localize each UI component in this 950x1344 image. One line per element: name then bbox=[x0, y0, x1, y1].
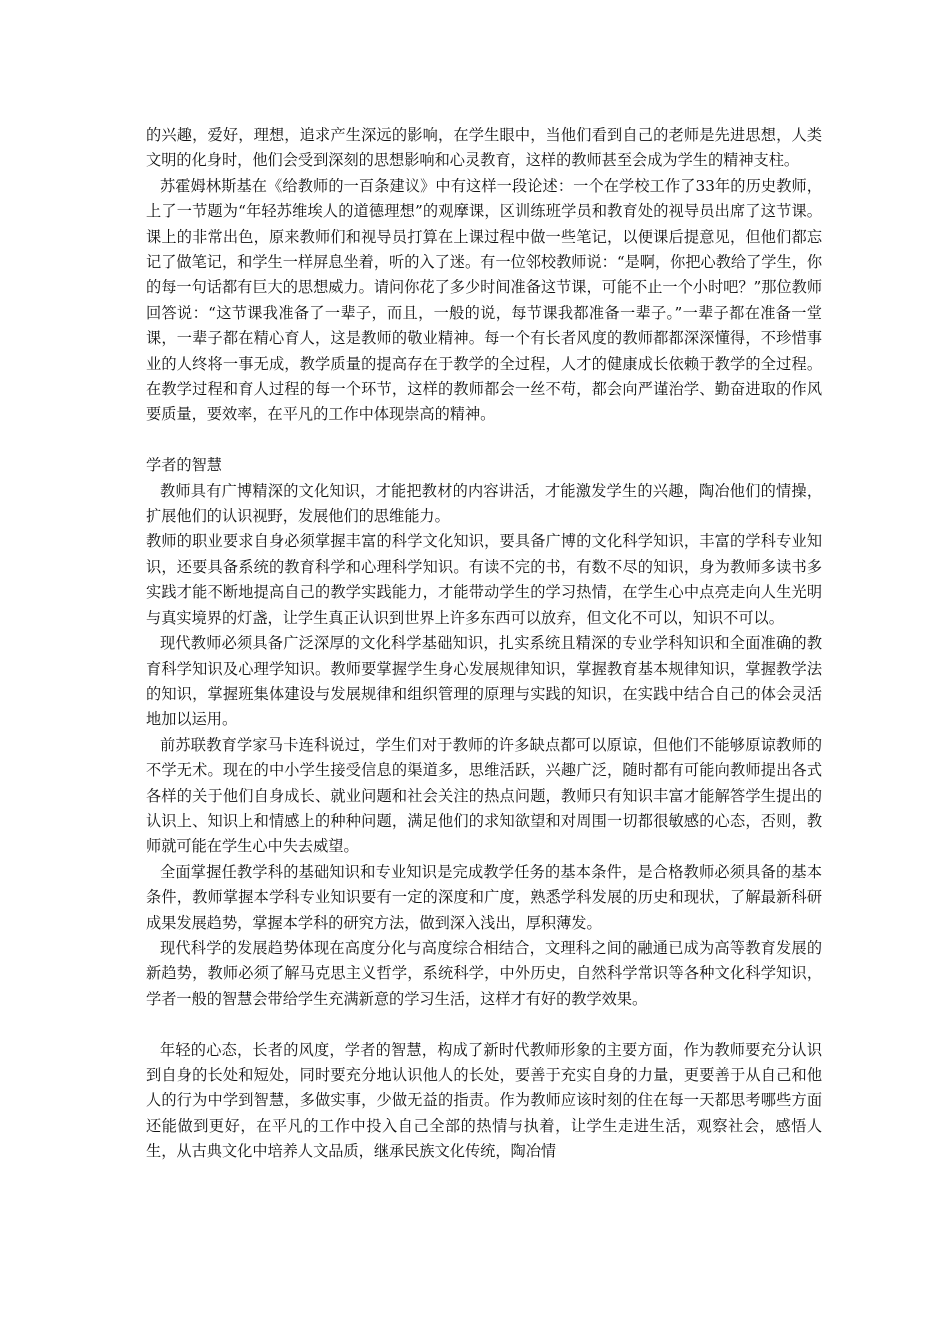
blank-line bbox=[146, 1012, 822, 1037]
section-heading: 学者的智慧 bbox=[146, 456, 222, 475]
paragraph-4: 教师的职业要求自身必须掌握丰富的科学文化知识，要具备广博的文化科学知识，丰富的学科专业知识，还要具备系统的教育科学和心理科学知识。有读不完的书，有数不尽的知识，身为教师多读书多实践才能不断地提高自己的教学实践能力，才能带动学生的学习热情，在学生心中点亮走向人生光明与真实境界的灯盏，让学生真正认识到世界上许多东西可以放弃，但文化不可以，知识不可以。 bbox=[146, 532, 822, 627]
paragraph-3: 教师具有广博精深的文化知识，才能把教材的内容讲活，才能激发学生的兴趣，陶冶他们的情操，扩展他们的认识视野，发展他们的思维能力。 bbox=[146, 481, 822, 526]
paragraph-7: 全面掌握任教学科的基础知识和专业知识是完成教学任务的基本条件，是合格教师必须具备的基本条件，教师掌握本学科专业知识要有一定的深度和广度，熟悉学科发展的历史和现状，了解最新科研成果发展趋势，掌握本学科的研究方法，做到深入浅出，厚积薄发。 bbox=[146, 862, 822, 932]
paragraph-9: 年轻的心态，长者的风度，学者的智慧，构成了新时代教师形象的主要方面，作为教师要充分认识到自身的长处和短处，同时要充分地认识他人的长处，要善于充实自身的力量，更要善于从自己和他人的行为中学到智慧，多做实事，少做无益的指责。作为教师应该时刻的住在每一天都思考哪些方面还能做到更好，在平凡的工作中投入自己全部的热情与执着，让学生走进生活，观察社会，感悟人生，从古典文化中培养人文品质，继承民族文化传统，陶冶情 bbox=[146, 1040, 822, 1161]
paragraph-2: 苏霍姆林斯基在《给教师的一百条建议》中有这样一段论述：一个在学校工作了33年的历史教师，上了一节题为“年轻苏维埃人的道德理想”的观摩课，区训练班学员和教育处的视导员出席了这节课。课上的非常出色，原来教师们和视导员打算在上课过程中做一些笔记，以便课后提意见，但他们都忘记了做笔记，和学生一样屏息坐着，听的入了迷。有一位邻校教师说：“是啊，你把心教给了学生，你的每一句话都有巨大的思想威力。请问你花了多少时间准备这节课，可能不止一个小时吧？”那位教师回答说：“这节课我准备了一辈子，而且，一般的说，每节课我都准备一辈子。”一辈子都在准备一堂课，一辈子都在精心育人，这是教师的敬业精神。每一个有长者风度的教师都都深深懂得，不珍惜事业的人终将一事无成，教学质量的提高存在于教学的全过程，人才的健康成长依赖于教学的全过程。在教学过程和育人过程的每一个环节，这样的教师都会一丝不苟，都会向严谨治学、勤奋进取的作风要质量，要效率，在平凡的工作中体现崇高的精神。 bbox=[146, 176, 823, 424]
paragraph-6: 前苏联教育学家马卡连科说过，学生们对于教师的许多缺点都可以原谅，但他们不能够原谅教师的不学无术。现在的中小学生接受信息的渠道多，思维活跃，兴趣广泛，随时都有可能向教师提出各式各样的关于他们自身成长、就业问题和社会关注的热点问题，教师只有知识丰富才能解答学生提出的认识上、知识上和情感上的种种问题，满足他们的求知欲望和对周围一切都很敏感的心态，否则，教师就可能在学生心中失去威望。 bbox=[146, 735, 822, 856]
paragraph-1: 的兴趣，爱好，理想，追求产生深远的影响，在学生眼中，当他们看到自己的老师是先进思想，人类文明的化身时，他们会受到深刻的思想影响和心灵教育，这样的教师甚至会成为学生的精神支柱。 bbox=[146, 126, 822, 170]
paragraph-5: 现代教师必须具备广泛深厚的文化科学基础知识，扎实系统且精深的专业学科知识和全面准确的教育科学知识及心理学知识。教师要掌握学生身心发展规律知识，掌握教育基本规律知识，掌握教学法的知识，掌握班集体建设与发展规律和组织管理的原理与实践的知识，在实践中结合自己的体会灵活地加以运用。 bbox=[146, 634, 822, 729]
blank-line bbox=[146, 428, 822, 453]
paragraph-8: 现代科学的发展趋势体现在高度分化与高度综合相结合，文理科之间的融通已成为高等教育发展的新趋势，教师必须了解马克思主义哲学，系统科学，中外历史，自然科学常识等各种文化科学知识，学者一般的智慧会带给学生充满新意的学习生活，这样才有好的教学效果。 bbox=[146, 938, 822, 1008]
document-body bbox=[146, 123, 822, 1165]
